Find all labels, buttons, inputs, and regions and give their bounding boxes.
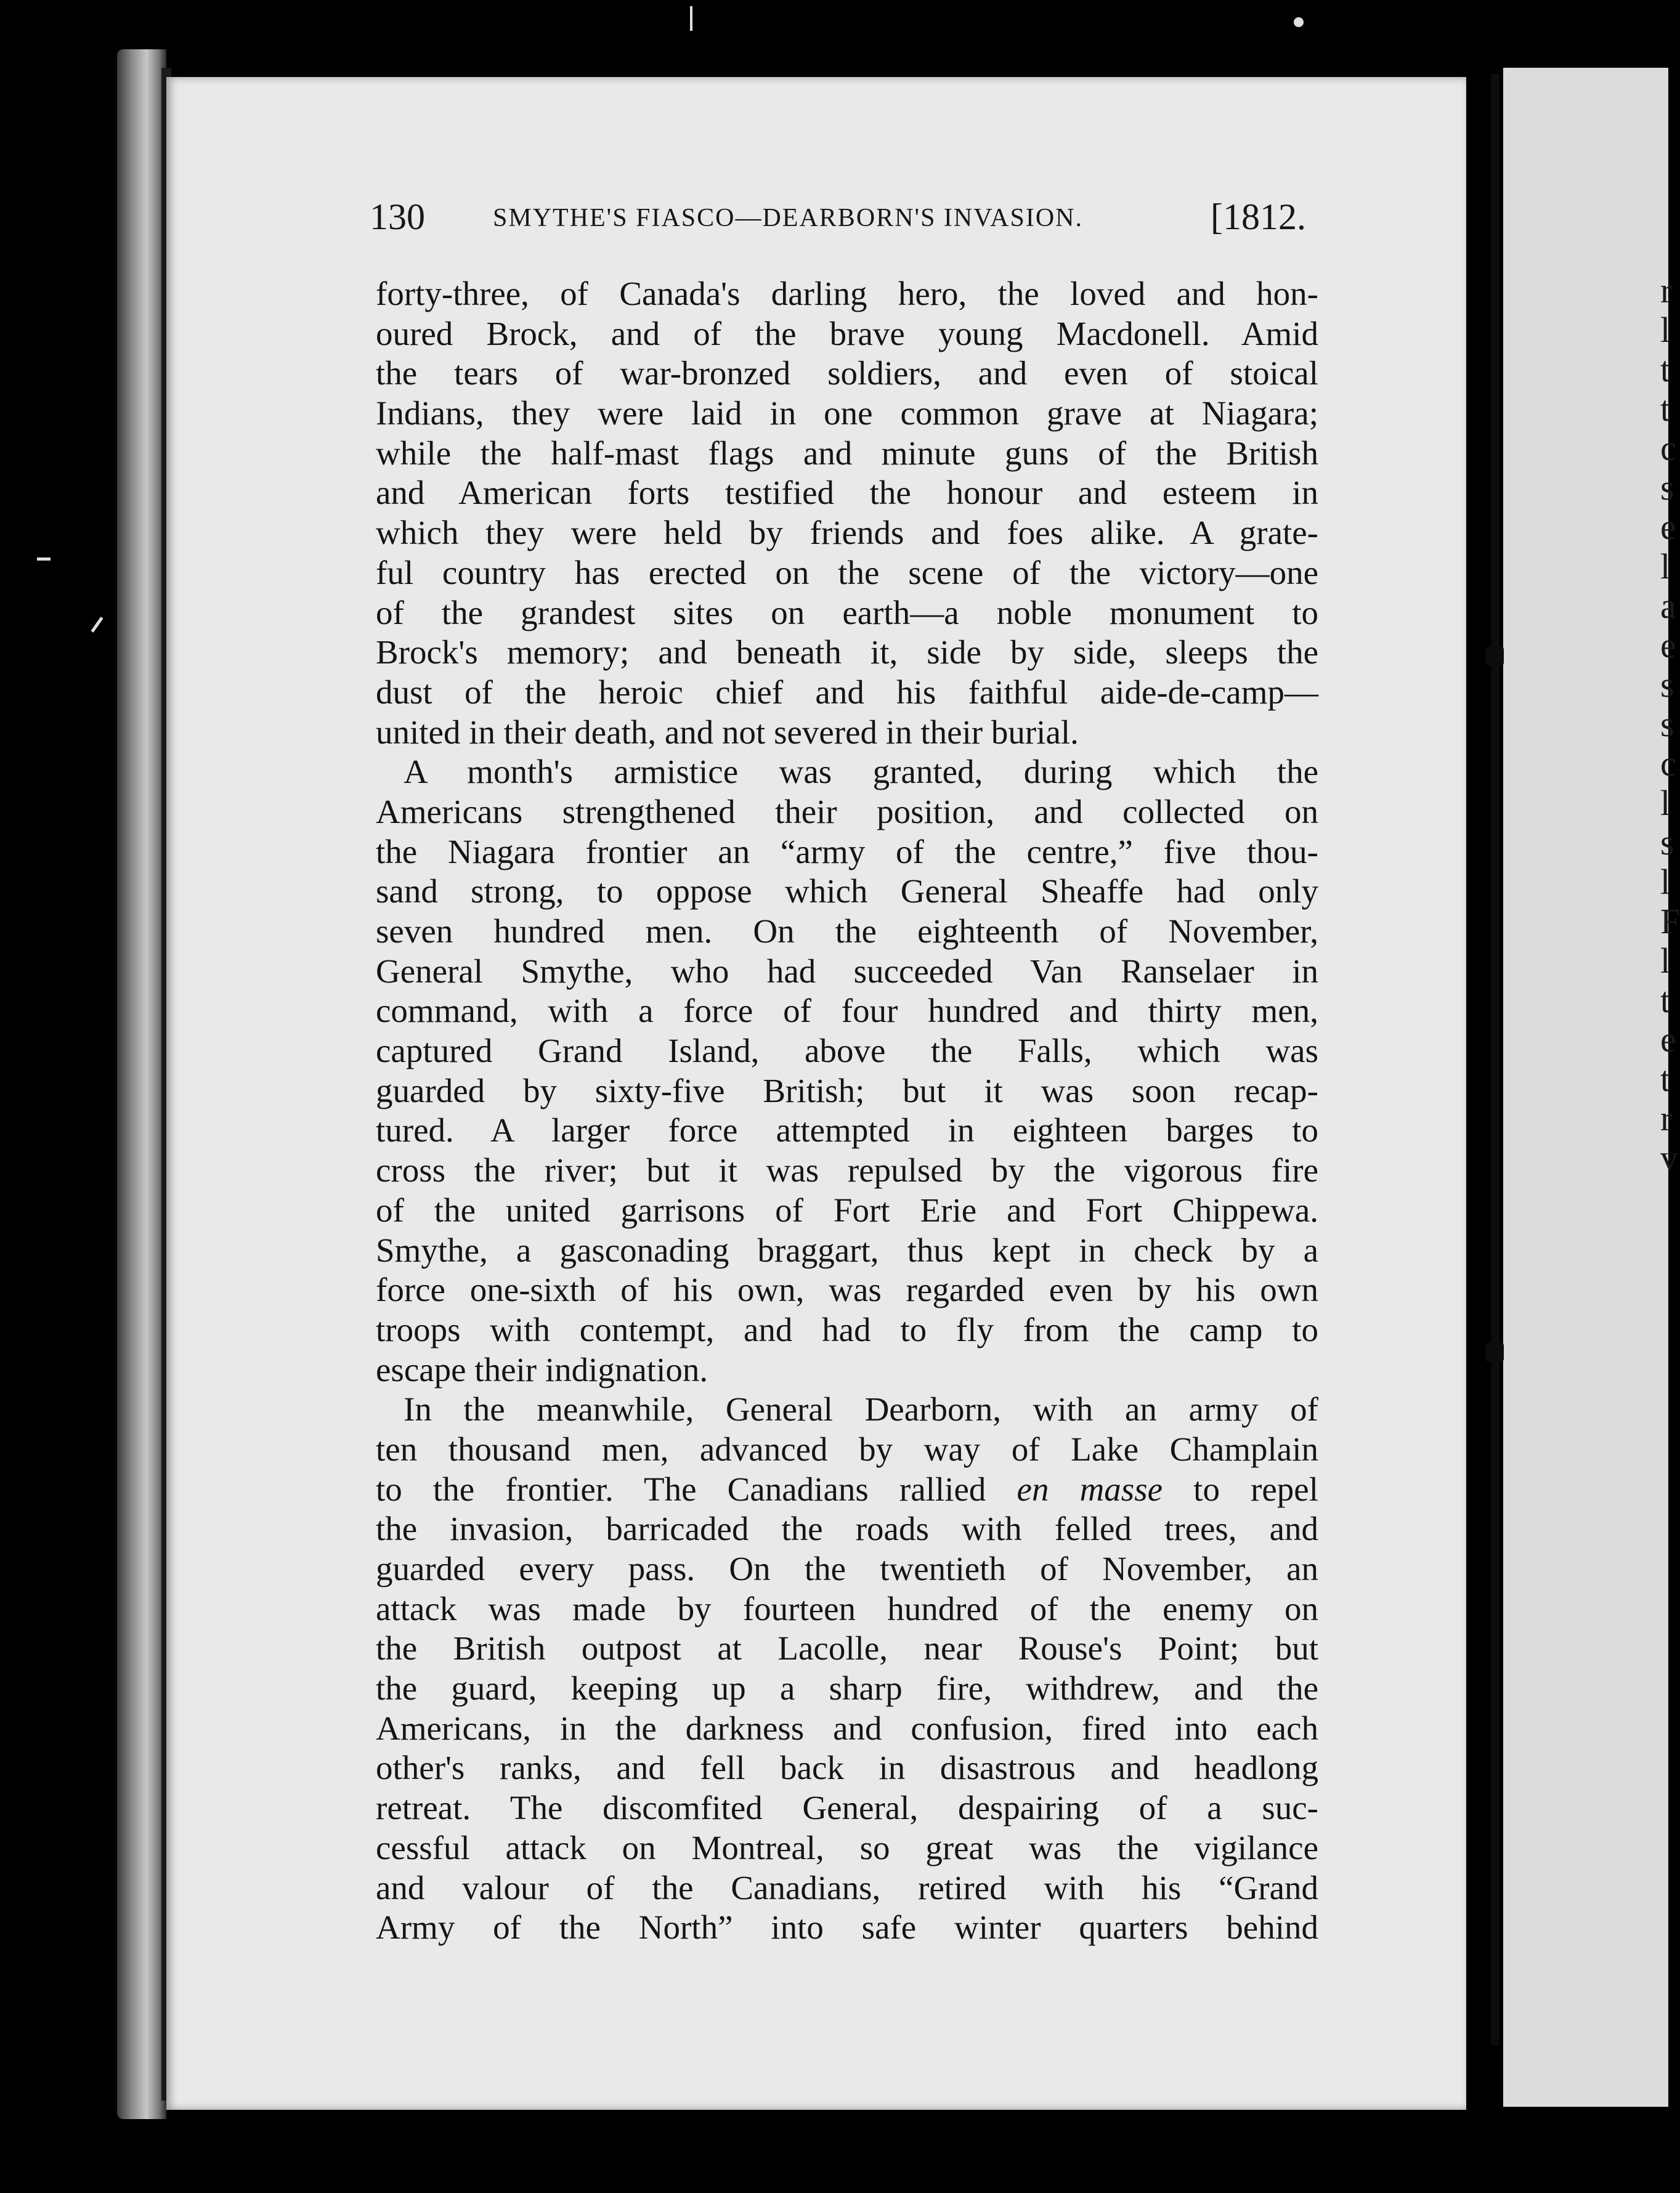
text-line: the British outpost at Lacolle, near Rouse's Point; but [376,1629,1318,1668]
text-line: guarded every pass. On the twentieth of November, an [376,1550,1318,1587]
text-line: guarded by sixty-five British; but it was soon recap- [376,1071,1318,1109]
text-line: escape their indignation. [376,1350,708,1388]
text-line: the invasion, barricaded the roads with felled trees, and [376,1510,1318,1548]
scan-speck [1294,17,1304,27]
facing-page-letter: t [1660,1059,1671,1099]
facing-page-letter: s [1660,468,1674,508]
facing-page-letter: c [1660,428,1676,468]
text-line: the guard, keeping up a sharp fire, withdrew, and the [376,1669,1318,1708]
text-line: dust of the heroic chief and his faithful aide-de-camp— [376,673,1318,711]
facing-page [1503,68,1668,2107]
facing-page-letter: c [1660,744,1676,784]
facing-page-letter: t [1660,389,1671,429]
facing-page-letter: s [1660,822,1674,862]
text-line: force one-sixth of his own, was regarded even by his own [376,1271,1318,1309]
text-line: Indians, they were laid in one common grave at Niagara; [376,394,1318,432]
facing-page-letter: s [1660,665,1674,705]
header-year: [1812. [1211,197,1306,237]
text-line: ful country has erected on the scene of the victory—one [376,553,1318,591]
text-line: attack was made by fourteen hundred of the enemy on [376,1589,1318,1628]
text-fragment: to the frontier. The Canadians rallied [376,1470,1017,1508]
text-line: which they were held by friends and foes alike. A grate- [376,514,1318,552]
facing-page-letter: l [1660,862,1671,902]
text-line: cessful attack on Montreal, so great was the vigilance [376,1828,1318,1867]
page-header [370,196,1306,245]
facing-page-letter: l [1660,783,1671,823]
facing-page-letter: a [1660,586,1676,626]
text-line: ten thousand men, advanced by way of Lake Champlain [376,1430,1318,1468]
book-spine [117,49,166,2119]
facing-page-letter: F [1660,901,1680,941]
scan-speck [37,557,51,561]
text-line: of the united garrisons of Fort Erie and Fort Chippewa. [376,1191,1318,1229]
facing-page-letter: t [1660,349,1671,389]
text-line: forty-three, of Canada's darling hero, the loved and hon- [376,275,1318,312]
text-line: of the grandest sites on earth—a noble monument to [376,593,1318,631]
page-number: 130 [370,197,425,237]
facing-page-letter: r [1660,1098,1673,1138]
text-line: Americans strengthened their position, and collected on [376,792,1318,830]
text-line: General Smythe, who had succeeded Van Ranselaer in [376,952,1318,990]
facing-page-fragments [1660,270,1680,1178]
text-line: and valour of the Canadians, retired with his “Grand [376,1868,1318,1907]
facing-page-letter: l [1660,310,1671,350]
text-line: command, with a force of four hundred and thirty men, [376,992,1318,1030]
text-line: sand strong, to oppose which General Sheaffe had only [376,872,1318,910]
text-line: captured Grand Island, above the Falls, which was [376,1032,1318,1070]
facing-page-letter: t [1660,980,1671,1020]
page-text [376,274,1318,1948]
text-line: retreat. The discomfited General, despairing of a suc- [376,1789,1318,1827]
text-line: tured. A larger force attempted in eighteen barges to [376,1111,1318,1149]
text-line: Smythe, a gasconading braggart, thus kept in check by a [376,1231,1318,1269]
text-fragment: to repel [1163,1470,1319,1508]
scan-speck [690,6,692,31]
text-line-with-italic [376,1470,1318,1510]
facing-page-letter: r [1660,270,1673,310]
text-line: the tears of war-bronzed soldiers, and even of stoical [376,354,1318,392]
facing-page-letter: e [1660,1019,1676,1060]
facing-page-letter: v [1660,1138,1678,1178]
gutter-mark [1485,647,1504,665]
gutter-mark [1485,1343,1504,1361]
text-line: and American forts testified the honour and esteem in [376,474,1318,512]
facing-page-letter: e [1660,507,1676,547]
text-line: troops with contempt, and had to fly from the camp to [376,1310,1318,1348]
text-line: Americans, in the darkness and confusion, fired into each [376,1709,1318,1747]
running-title: SMYTHE'S FIASCO—DEARBORN'S INVASION. [493,204,1083,232]
text-line: other's ranks, and fell back in disastrous and headlong [376,1749,1318,1787]
text-line: A month's armistice was granted, during which the [404,753,1318,791]
text-line: Army of the North” into safe winter quarters behind [376,1908,1318,1947]
text-line: while the half-mast flags and minute guns of the British [376,434,1318,472]
facing-page-letter: l [1660,941,1671,981]
facing-page-letter: s [1660,704,1674,744]
text-line: In the meanwhile, General Dearborn, with an army of [404,1390,1318,1429]
page-gutter [1491,74,1499,2045]
text-line: seven hundred men. On the eighteenth of November, [376,912,1318,950]
facing-page-letter: e [1660,625,1676,665]
text-line: oured Brock, and of the brave young Macdonell. Amid [376,314,1318,352]
text-line: Brock's memory; and beneath it, side by side, sleeps the [376,633,1318,671]
text-line: the Niagara frontier an “army of the centre,” five thou- [376,832,1318,870]
facing-page-letter: l [1660,546,1671,586]
scan-speck [91,617,103,633]
italic-phrase: en masse [1017,1470,1163,1508]
text-line: united in their death, and not severed in their burial. [376,713,1079,751]
text-line: cross the river; but it was repulsed by the vigorous fire [376,1151,1318,1190]
